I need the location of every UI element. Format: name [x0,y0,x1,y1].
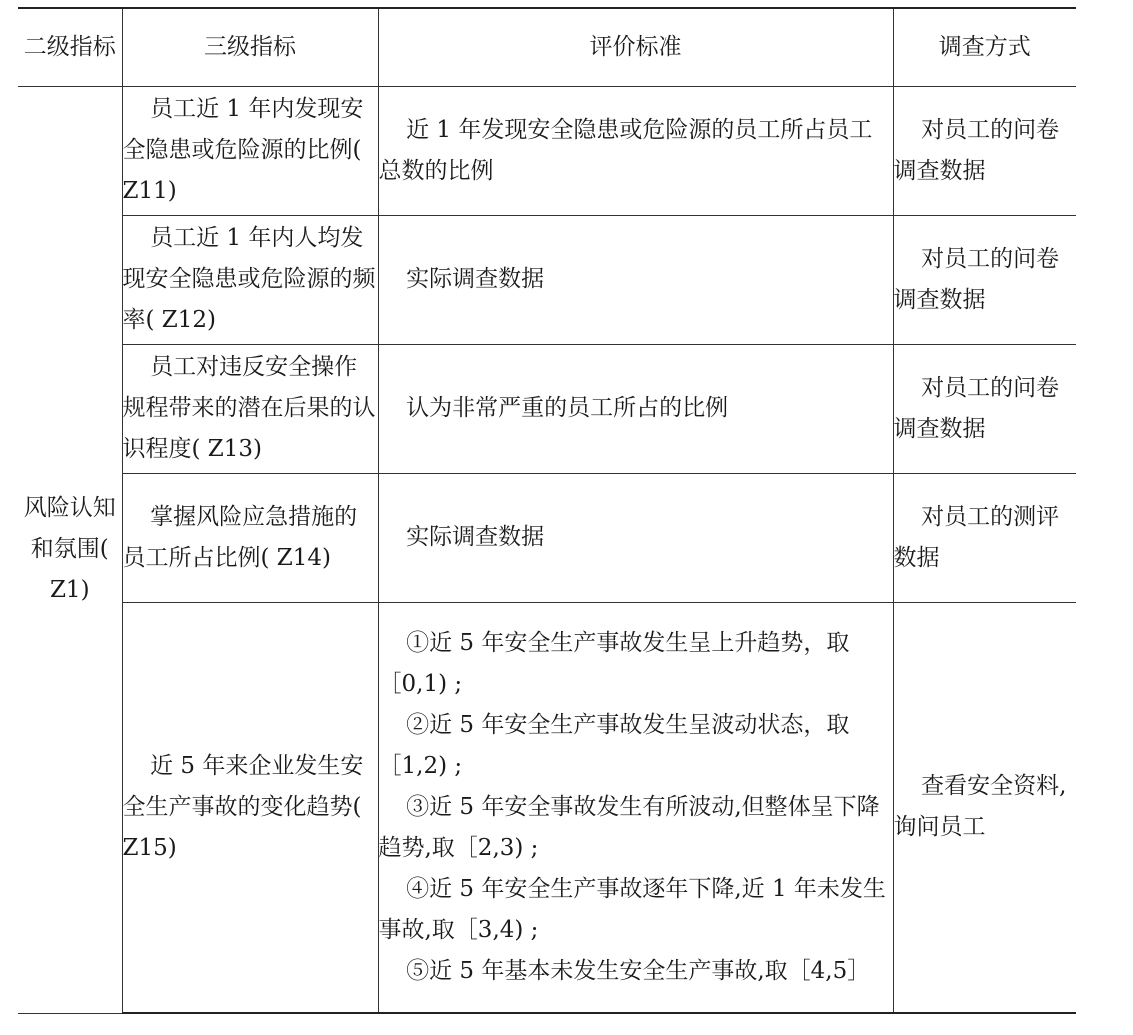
header-level2: 二级指标 [18,8,122,86]
level3-cell: 员工近 1 年内发现安全隐患或危险源的比例( Z11) [122,96,364,204]
criteria-cell: 近 1 年发现安全隐患或危险源的员工所占员工总数的比例 [378,116,873,184]
table-row [18,602,1076,1013]
header-criteria: 评价标准 [378,8,893,86]
group-label: 风险认知和氛围( Z1) [18,86,122,1013]
table-row [18,473,1076,602]
header-row [18,8,1076,86]
header-method: 调查方式 [893,8,1076,86]
method-cell: 查看安全资料,询问员工 [893,773,1067,841]
method-cell: 对员工的问卷调查数据 [893,245,1060,313]
level3-cell: 员工对违反安全操作规程带来的潜在后果的认识程度( Z13) [122,354,376,462]
criteria-item: ③近 5 年安全事故发生有所波动,但整体呈下降趋势,取［2,3) ; [378,793,880,861]
criteria-cell: 实际调查数据 [406,266,545,292]
indicator-table [18,7,1076,1014]
criteria-item: ④近 5 年安全生产事故逐年下降,近 1 年未发生事故,取［3,4) ; [378,875,886,943]
method-cell: 对员工的问卷调查数据 [893,116,1060,184]
table-row [18,86,1076,215]
level3-cell: 掌握风险应急措施的员工所占比例( Z14) [122,503,358,571]
criteria-item: ⑤近 5 年基本未发生安全生产事故,取［4,5］ [406,957,871,984]
table-row [18,215,1076,344]
criteria-cell: 实际调查数据 [406,524,545,550]
level3-cell: 近 5 年来企业发生安全生产事故的变化趋势( Z15) [122,752,364,861]
criteria-cell: 认为非常严重的员工所占的比例 [406,395,729,421]
criteria-item: ②近 5 年安全生产事故发生呈波动状态，取［1,2) ; [378,711,850,779]
table-row [18,344,1076,473]
level3-cell: 员工近 1 年内人均发现安全隐患或危险源的频率( Z12) [122,225,376,333]
header-level3: 三级指标 [122,8,378,86]
criteria-item: ①近 5 年安全生产事故发生呈上升趋势，取［0,1) ; [378,629,850,697]
method-cell: 对员工的测评数据 [893,503,1060,571]
method-cell: 对员工的问卷调查数据 [893,374,1060,442]
criteria-list [378,602,893,1013]
